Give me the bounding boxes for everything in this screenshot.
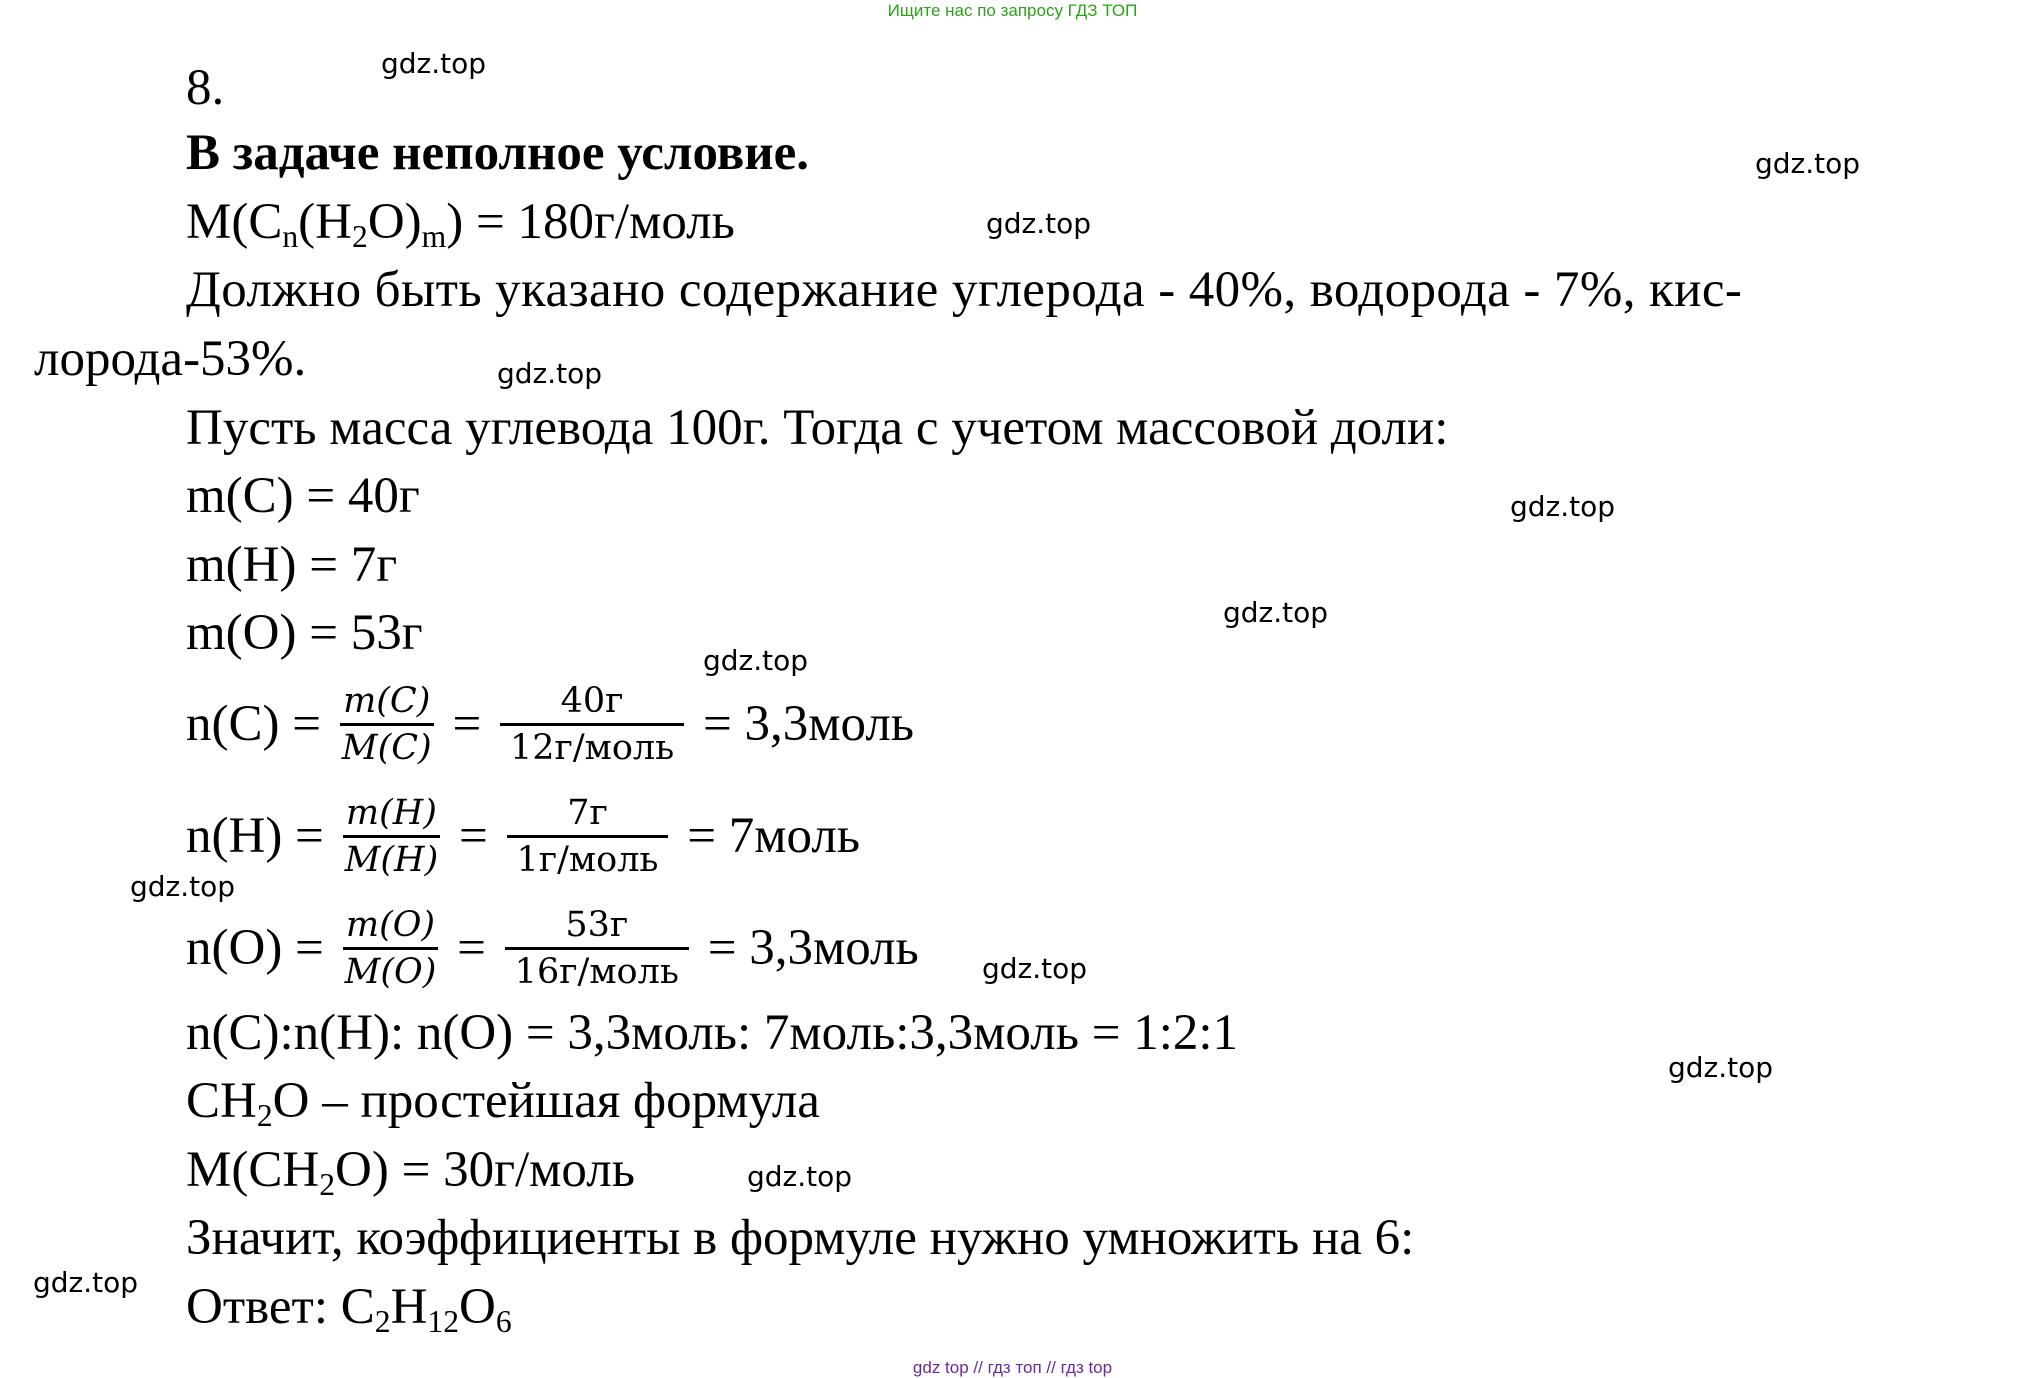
watermark: gdz.top: [986, 207, 1092, 240]
watermark: gdz.top: [1510, 490, 1616, 523]
moles-oxygen-equation: n(O) = $\frac{m(O)}{M(O)}$ = $\frac{53г}{\text{16г/моль}}$ = 3,3моль: [186, 905, 919, 992]
note-line-1: Должно быть указано содержание углерода - 40%, водорода - 7%, кис-: [186, 262, 1743, 318]
mass-carbon: m(C) = 40г: [186, 468, 420, 524]
formula-fraction: $\frac{m(C)}{M(C)}$: [341, 681, 432, 768]
watermark: gdz.top: [381, 47, 487, 80]
watermark: gdz.top: [1223, 596, 1329, 629]
watermark: gdz.top: [130, 870, 236, 903]
answer: Ответ: $C_2H_{12}O_6$: [186, 1279, 512, 1339]
watermark: gdz.top: [747, 1160, 853, 1193]
task-heading: В задаче неполное условие.: [186, 125, 810, 181]
watermark: gdz.top: [982, 952, 1088, 985]
bottom-banner: gdz top // гдз топ // гдз top: [912, 1358, 1113, 1377]
given-molar-mass: $M(C_n(H_2O)_m)$ = 180г/моль: [186, 194, 735, 254]
assumption-line: Пусть масса углевода 100г. Тогда с учетом массовой доли:: [186, 400, 1449, 456]
value-fraction: $\frac{53г}{\text{16г/моль}}$: [505, 903, 689, 994]
value-fraction: $\frac{40г}{\text{12г/моль}}$: [500, 679, 684, 770]
multiply-note: Значит, коэффициенты в формуле нужно умножить на 6:: [186, 1210, 1415, 1266]
watermark: gdz.top: [497, 357, 603, 390]
watermark: gdz.top: [1755, 147, 1861, 180]
task-number: 8.: [186, 60, 225, 116]
formula-fraction: $\frac{m(H)}{M(H)}$: [344, 793, 439, 880]
mass-oxygen: m(O) = 53г: [186, 605, 423, 661]
formula-fraction: $\frac{m(O)}{M(O)}$: [344, 905, 437, 992]
moles-carbon-equation: n(C) = $\frac{m(C)}{M(C)}$ = $\frac{40г}{\text{12г/моль}}$ = 3,3моль: [186, 681, 915, 768]
simplest-molar-mass: $M(CH_2O)$ = 30г/моль: [186, 1142, 635, 1202]
watermark: gdz.top: [33, 1266, 139, 1299]
mole-ratio: n(C):n(H): n(O) = 3,3моль: 7моль:3,3моль = 1:2:1: [186, 1005, 1239, 1061]
top-banner: Ищите нас по запросу ГДЗ ТОП: [887, 1, 1138, 20]
simplest-formula: $CH_2O$ – простейшая формула: [186, 1073, 820, 1133]
watermark: gdz.top: [703, 644, 809, 677]
note-line-2: лорода-53%.: [34, 331, 307, 387]
value-fraction: $\frac{7г}{\text{1г/моль}}$: [507, 791, 669, 882]
watermark: gdz.top: [1668, 1051, 1774, 1084]
mass-hydrogen: m(H) = 7г: [186, 537, 398, 593]
moles-hydrogen-equation: n(H) = $\frac{m(H)}{M(H)}$ = $\frac{7г}{\text{1г/моль}}$ = 7моль: [186, 793, 861, 880]
